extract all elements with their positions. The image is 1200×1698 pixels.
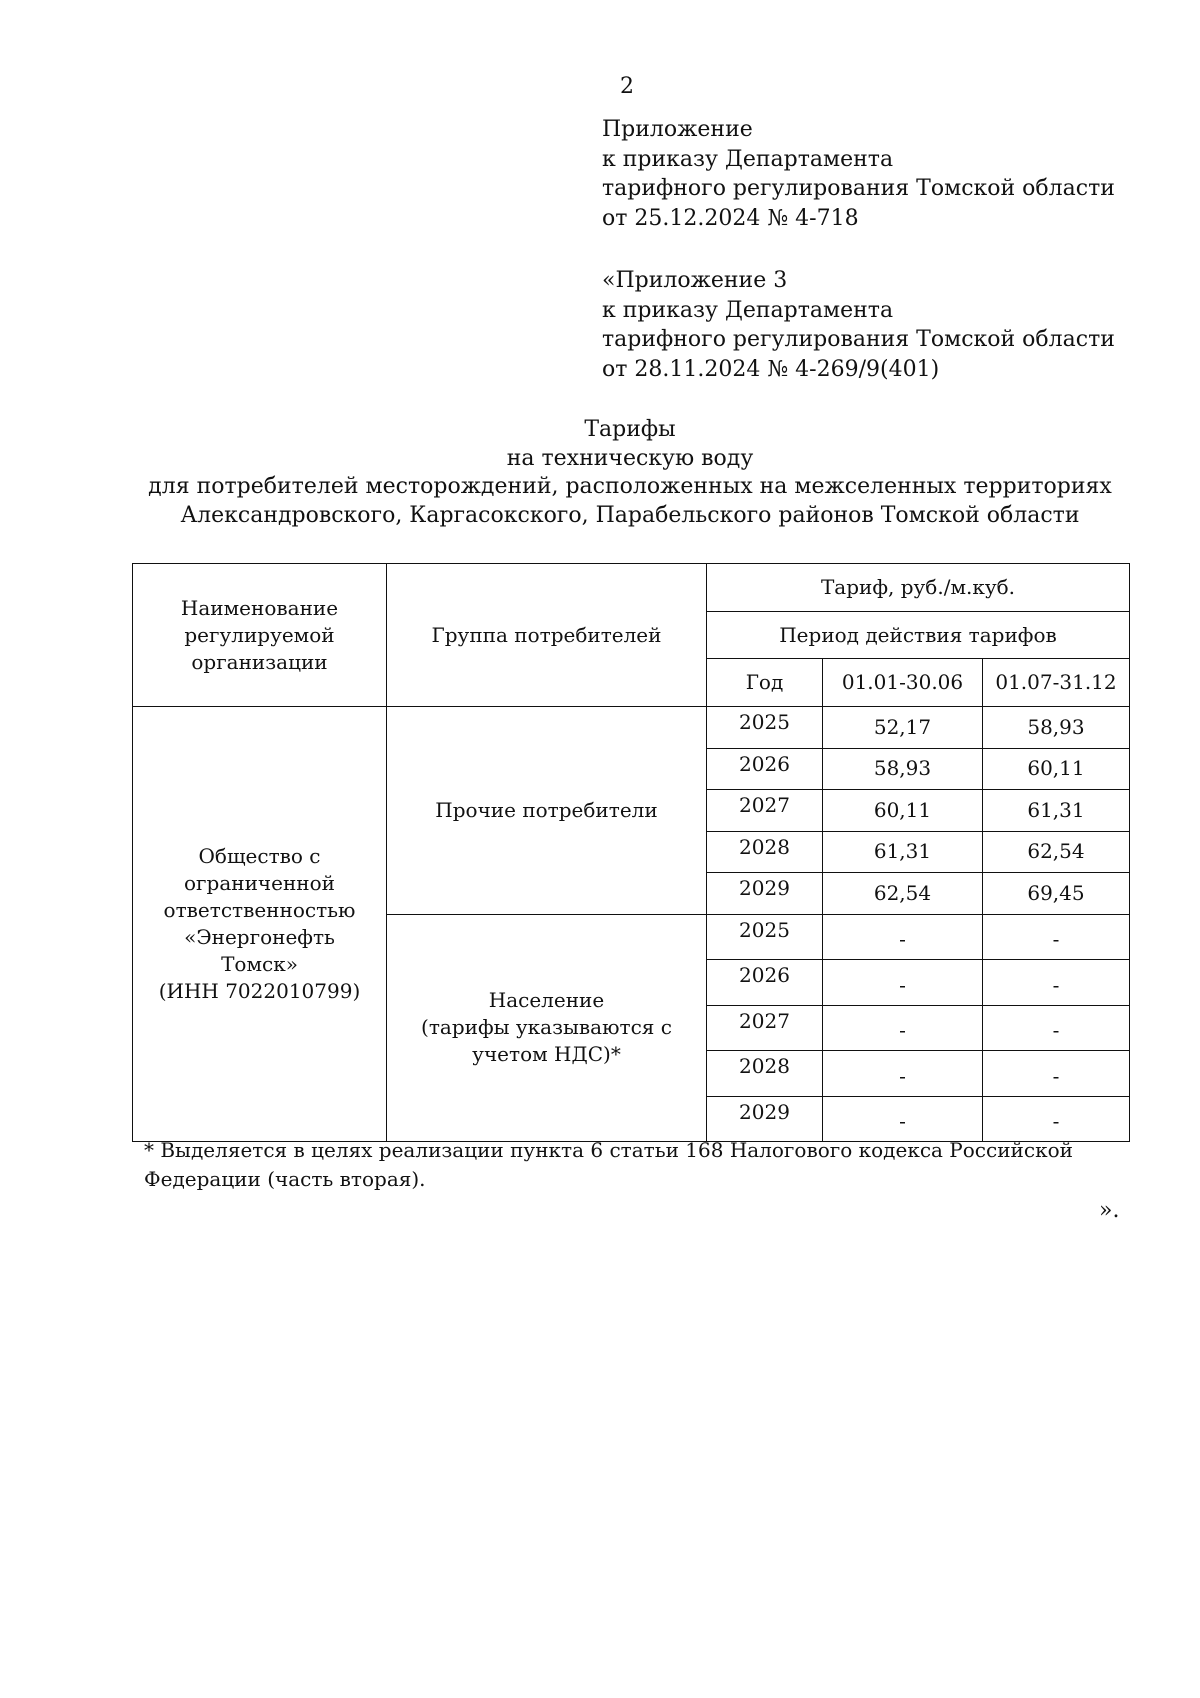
organization-cell: [133, 707, 387, 1142]
year-cell: 2025: [707, 707, 823, 749]
closing-quote-mark: ».: [1099, 1198, 1120, 1223]
organization-line: ограниченной: [184, 871, 335, 895]
page-number: 2: [620, 74, 634, 99]
tariff-cell: 60,11: [983, 748, 1130, 790]
tariff-cell: -: [983, 1051, 1130, 1097]
header-period: Период действия тарифов: [707, 612, 1130, 659]
header-tariff: Тариф, руб./м.куб.: [707, 564, 1130, 612]
appendix-line: тарифного регулирования Томской области: [602, 176, 1115, 201]
title-line: на техническую воду: [506, 445, 754, 471]
tariff-cell: 69,45: [983, 873, 1130, 915]
tariff-cell: 62,54: [983, 831, 1130, 873]
appendix-line: тарифного регулирования Томской области: [602, 327, 1115, 352]
group-other-consumers: [387, 707, 707, 915]
year-cell: 2028: [707, 831, 823, 873]
appendix-line: «Приложение 3: [602, 268, 788, 293]
year-cell: 2026: [707, 960, 823, 1006]
tariff-cell: -: [983, 914, 1130, 960]
footnote: [144, 1136, 1104, 1194]
footnote-line: Федерации (часть вторая).: [144, 1167, 426, 1191]
group-name-line: Прочие потребители: [435, 797, 658, 822]
header-text-line: Наименование: [180, 595, 339, 620]
year-cell: 2029: [707, 873, 823, 915]
appendix-line: к приказу Департамента: [602, 297, 894, 323]
organization-line: (ИНН 7022010799): [158, 979, 361, 1003]
year-cell: 2025: [707, 914, 823, 960]
tariff-cell: 58,93: [983, 707, 1130, 749]
group-name-line: (тарифы указываются с: [421, 1015, 672, 1040]
appendix-quoted: [602, 266, 1162, 384]
appendix-line: от 28.11.2024 № 4-269/9(401): [602, 356, 940, 382]
title-line: для потребителей месторождений, расположенных на межселенных территориях: [148, 474, 1112, 499]
year-cell: 2026: [707, 748, 823, 790]
tariff-cell: 58,93: [823, 748, 983, 790]
header-text-line: организации: [191, 649, 328, 674]
header-period-first-half: 01.01-30.06: [823, 659, 983, 707]
table-row: [133, 707, 1130, 749]
tariff-cell: -: [983, 960, 1130, 1006]
group-population: [387, 914, 707, 1142]
tariff-cell: -: [983, 1005, 1130, 1051]
footnote-line: * Выделяется в целях реализации пункта 6 статьи 168 Налогового кодекса Российской: [144, 1138, 1073, 1162]
organization-line: «Энергонефть: [184, 925, 335, 949]
tariff-table: [132, 563, 1130, 1142]
appendix-line: от 25.12.2024 № 4-718: [602, 205, 859, 231]
tariff-cell: 61,31: [823, 831, 983, 873]
tariff-cell: -: [823, 914, 983, 960]
organization-line: Общество с: [198, 844, 321, 868]
header-organization: [133, 564, 387, 707]
organization-line: Томск»: [221, 952, 298, 976]
header-period-second-half: 01.07-31.12: [983, 659, 1130, 707]
organization-line: ответственностью: [163, 898, 356, 922]
tariff-cell: -: [823, 1051, 983, 1097]
appendix-header: [602, 115, 1162, 233]
appendix-line: Приложение: [602, 117, 753, 142]
tariff-cell: -: [983, 1096, 1130, 1142]
title-line: Александровского, Каргасокского, Парабельского районов Томской области: [180, 502, 1080, 528]
tariff-cell: -: [823, 960, 983, 1006]
tariff-cell: 60,11: [823, 790, 983, 832]
year-cell: 2029: [707, 1096, 823, 1142]
tariff-cell: 52,17: [823, 707, 983, 749]
header-text-line: регулируемой: [184, 622, 335, 647]
header-year: Год: [707, 659, 823, 707]
header-consumer-group: Группа потребителей: [387, 564, 707, 707]
tariff-cell: 62,54: [823, 873, 983, 915]
year-cell: 2027: [707, 1005, 823, 1051]
tariff-cell: -: [823, 1005, 983, 1051]
appendix-line: к приказу Департамента: [602, 146, 894, 172]
group-name-line: учетом НДС)*: [472, 1042, 621, 1067]
tariff-cell: 61,31: [983, 790, 1130, 832]
title-line: Тарифы: [584, 417, 676, 442]
tariff-cell: -: [823, 1096, 983, 1142]
year-cell: 2028: [707, 1051, 823, 1097]
year-cell: 2027: [707, 790, 823, 832]
group-name-line: Население: [488, 988, 605, 1013]
document-title: [0, 416, 1200, 530]
